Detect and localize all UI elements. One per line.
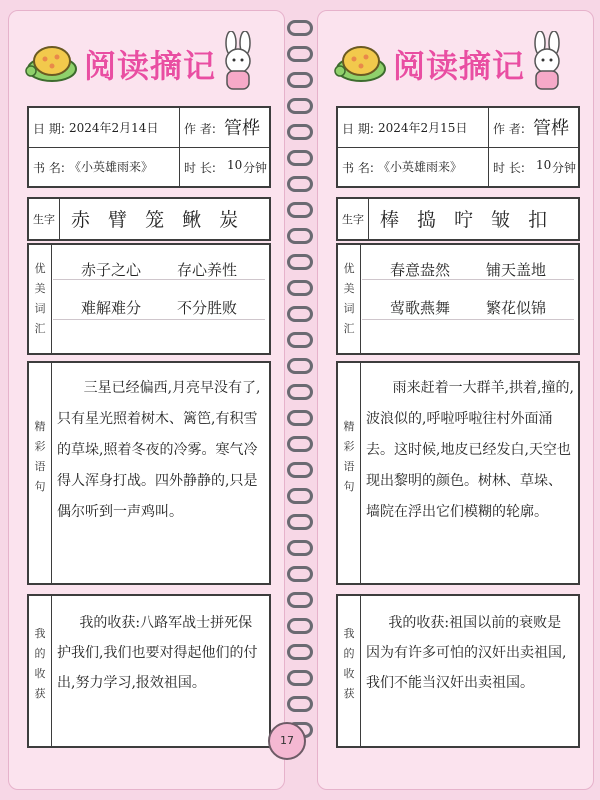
spiral-ring [287,514,313,530]
new-words-box [336,197,580,241]
vocab-label: 优 美 词 汇 [34,262,46,335]
gain-text: 我的收获:祖国以前的衰败是因为有许多可怕的汉奸出卖祖国,我们不能当汉奸出卖祖国。 [366,615,567,691]
spiral-ring [287,332,313,348]
gain-box [27,594,271,748]
vocab-label: 优 美 词 汇 [343,262,355,335]
vocab-word: 莺歌燕舞 [390,299,451,317]
new-words-label: 生字 [342,213,364,226]
spiral-ring [287,696,313,712]
new-words-value: 赤 臂 笼 鳅 炭 [71,209,245,231]
duration-label: 时 长: [493,161,525,175]
spiral-ring [287,462,313,478]
duration-label: 时 长: [184,161,216,175]
spiral-ring [287,20,313,36]
vocab-word: 存心养性 [177,261,238,279]
sentences-label: 精 彩 语 句 [34,420,46,493]
right-page [317,10,594,790]
vocab-word: 不分胜败 [177,299,238,317]
spiral-ring [287,280,313,296]
turtle-icon [25,39,79,87]
info-row-date [338,108,578,148]
vocab-box [27,243,271,355]
gain-text: 我的收获:八路军战士拼死保护我们,我们也要对得起他们的付出,努力学习,报效祖国。 [57,615,258,691]
spiral-ring [287,46,313,62]
spiral-ring [287,644,313,660]
bunny-icon [216,31,260,93]
spiral-ring [287,306,313,322]
spiral-ring [287,618,313,634]
spiral-ring [287,410,313,426]
spiral-ring [287,254,313,270]
spiral-ring [287,436,313,452]
author-value: 管桦 [533,118,569,139]
duration-value: 10 [227,158,243,172]
new-words-box [27,197,271,241]
date-value: 2024年2月15日 [378,121,468,135]
info-table [336,106,580,188]
author-value: 管桦 [224,118,260,139]
gain-box [336,594,580,748]
bunny-icon [525,31,569,93]
left-page [8,10,285,790]
spiral-ring [287,98,313,114]
info-table [27,106,271,188]
vocab-box [336,243,580,355]
vocab-word: 铺天盖地 [486,261,547,279]
duration-value: 10 [536,158,552,172]
spiral-ring [287,150,313,166]
spiral-ring [287,228,313,244]
gain-label: 我 的 收 获 [343,627,355,700]
page-title: 阅读摘记 [84,47,217,85]
sentences-text: 雨来赶着一大群羊,拱着,撞的,波浪似的,呼啦呼啦往村外面涌去。这时候,地皮已经发白,天空也现出黎明的颜色。树林、草垛、墙院在浮出它们模糊的轮廓。 [366,380,574,520]
spiral-ring [287,202,313,218]
author-label: 作 者: [493,122,525,136]
spiral-ring [287,72,313,88]
book-value: 《小英雄雨来》 [69,160,154,174]
date-value: 2024年2月14日 [69,121,159,135]
sentences-text: 三星已经偏西,月亮早没有了,只有星光照着树木、篱笆,有积雪的草垛,照着冬夜的冷雾。寒气冷得人浑身打战。四外静静的,只是偶尔听到一声鸡叫。 [57,380,261,520]
book-label: 书 名: [33,161,65,175]
book-label: 书 名: [342,161,374,175]
page-title: 阅读摘记 [393,47,526,85]
spiral-ring [287,384,313,400]
author-label: 作 者: [184,122,216,136]
duration-unit: 分钟 [552,161,577,175]
date-label: 日 期: [342,122,374,136]
spiral-ring [287,124,313,140]
spiral-binding [287,20,313,790]
new-words-value: 棒 捣 咛 皱 扣 [380,209,554,231]
sentences-box [27,361,271,585]
spiral-ring [287,358,313,374]
sentences-label: 精 彩 语 句 [343,420,355,493]
spiral-ring [287,670,313,686]
vocab-word: 赤子之心 [81,261,142,279]
left-header [19,29,274,99]
vocab-word: 难解难分 [81,299,142,317]
spiral-ring [287,176,313,192]
page-number: 17 [268,722,306,760]
vocab-word: 春意盎然 [390,261,451,279]
book-value: 《小英雄雨来》 [378,160,463,174]
spiral-ring [287,540,313,556]
spiral-ring [287,592,313,608]
info-row-book [338,147,578,186]
vocab-word: 繁花似锦 [486,299,547,317]
spiral-ring [287,488,313,504]
spiral-ring [287,566,313,582]
duration-unit: 分钟 [243,161,268,175]
right-header [328,29,583,99]
date-label: 日 期: [33,122,65,136]
turtle-icon [334,39,388,87]
info-row-date [29,108,269,148]
gain-label: 我 的 收 获 [34,627,46,700]
new-words-label: 生字 [33,213,55,226]
info-row-book [29,147,269,186]
sentences-box [336,361,580,585]
